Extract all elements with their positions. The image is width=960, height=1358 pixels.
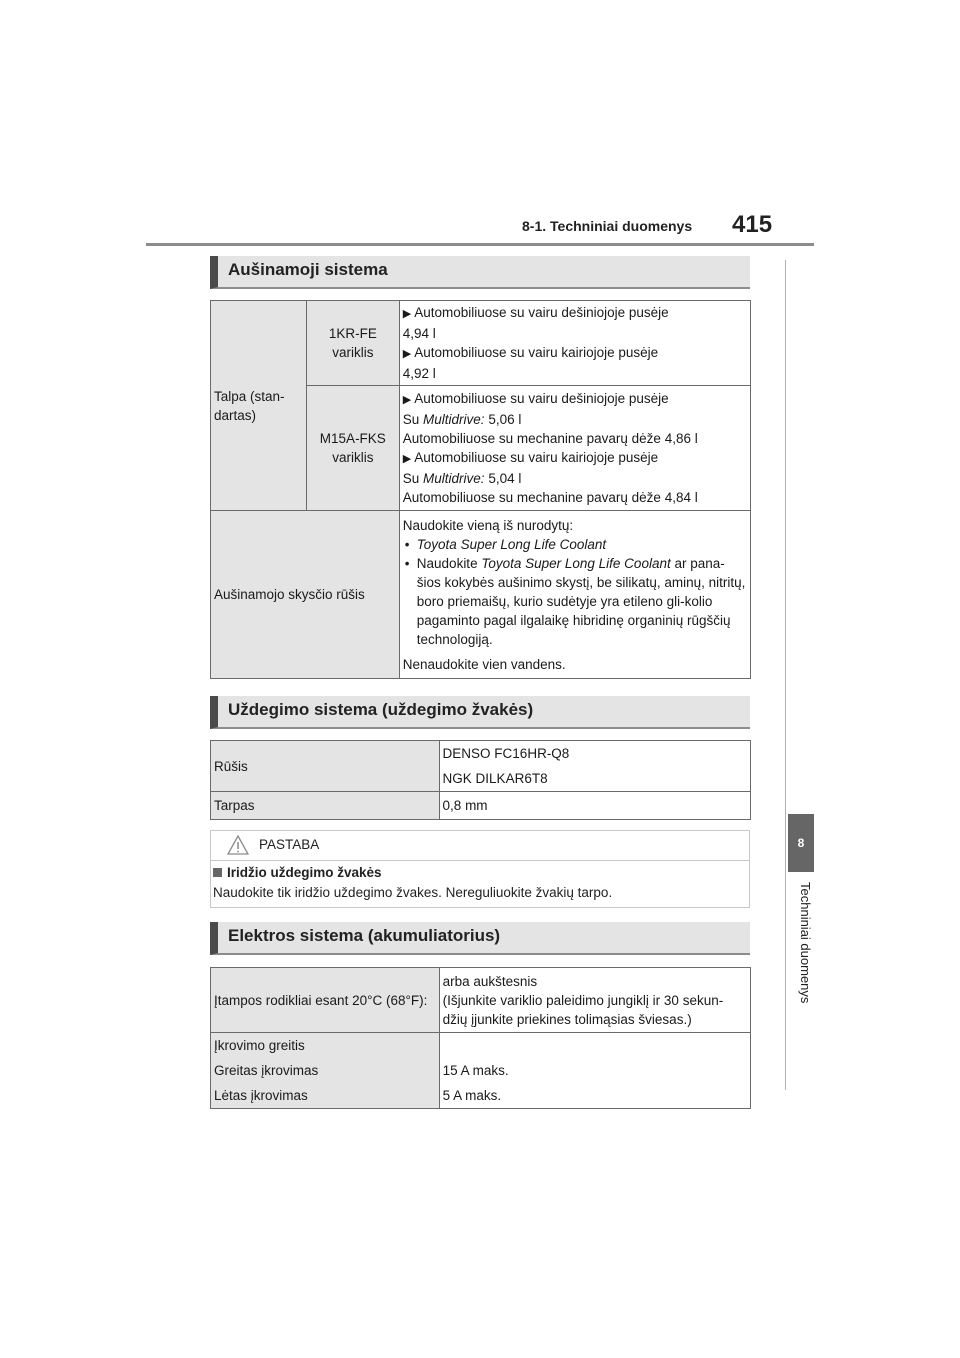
cooling-table xyxy=(210,300,751,679)
charge-rate-value: 15 A maks. 5 A maks. xyxy=(439,1033,750,1109)
warning-triangle-icon xyxy=(227,835,249,855)
triangle-right-icon: ▶ xyxy=(402,308,412,320)
coolant-type-value: Naudokite vieną iš nurodytų: • Toyota Super Long Life Coolant • Naudokite Toyota Super Long Life Coolant ar pana-šios kokybės aušinimo skystį, be silikatų, aminų, nitritų, boro priemaišų, kurio sudėtyje yra etileno gli-kolio pagaminto pagal ilgalaikę hibridinę organinių rūgščių technologiją. Nenaudokite vien vandens. xyxy=(399,511,750,679)
voltage-value: arba aukštesnis (Išjunkite variklio paleidimo jungiklį ir 30 sekun-džių įjunkite priekines tolimąsias šviesas.) xyxy=(439,968,750,1033)
page-number: 415 xyxy=(732,211,773,238)
cooling-section-title: Aušinamoji sistema xyxy=(210,256,750,289)
note-label: PASTABA xyxy=(259,837,320,852)
spark-plug-type-label: Rūšis xyxy=(211,741,440,792)
coolant-type-label: Aušinamojo skysčio rūšis xyxy=(211,511,400,679)
list-item: • Toyota Super Long Life Coolant xyxy=(403,535,747,554)
header-rule xyxy=(146,243,814,246)
ignition-table xyxy=(210,740,751,820)
electrical-table xyxy=(210,967,751,1109)
voltage-label: Įtampos rodikliai esant 20°C (68°F): xyxy=(211,968,440,1033)
electrical-section-title: Elektros sistema (akumuliatorius) xyxy=(210,922,750,955)
chapter-label: Techniniai duomenys xyxy=(798,882,813,1004)
chapter-tab[interactable]: 8 xyxy=(788,814,814,872)
triangle-right-icon: ▶ xyxy=(402,453,412,465)
note-box xyxy=(210,830,750,908)
ignition-section-title: Uždegimo sistema (uždegimo žvakės) xyxy=(210,696,750,729)
triangle-right-icon: ▶ xyxy=(402,348,412,360)
gap-label: Tarpas xyxy=(211,792,440,820)
note-body: Naudokite tik iridžio uždegimo žvakes. Nereguliuokite žvakių tarpo. xyxy=(213,885,613,900)
note-title: Iridžio uždegimo žvakės xyxy=(213,865,382,880)
charge-rate-label: Įkrovimo greitis Greitas įkrovimas Lėtas įkrovimas xyxy=(211,1033,440,1109)
engine-m15a-fks: M15A-FKS variklis xyxy=(306,386,399,511)
square-bullet-icon xyxy=(213,868,222,877)
engine-m15a-capacity: ▶ Automobiliuose su vairu dešiniojoje pusėje Su Multidrive: 5,06 l Automobiliuose su mechanine pavarų dėže 4,86 l ▶ Automobiliuose su vairu kairiojoje pusėje Su Multidrive: 5,04 l Automobiliuose su mechanine pavarų dėže 4,84 l xyxy=(399,386,750,511)
capacity-label: Talpa (stan-dartas) xyxy=(211,301,307,511)
spark-plug-type-value: DENSO FC16HR-Q8 NGK DILKAR6T8 xyxy=(439,741,750,792)
section-title: 8-1. Techniniai duomenys xyxy=(522,218,693,234)
gap-value: 0,8 mm xyxy=(439,792,750,820)
side-divider xyxy=(785,260,786,1090)
engine-1kr-capacity: ▶ Automobiliuose su vairu dešiniojoje pusėje 4,94 l ▶ Automobiliuose su vairu kairiojoje pusėje 4,92 l xyxy=(399,301,750,386)
triangle-right-icon: ▶ xyxy=(402,394,412,406)
engine-1kr-fe: 1KR-FE variklis xyxy=(306,301,399,386)
list-item: • Naudokite Toyota Super Long Life Coolant ar pana-šios kokybės aušinimo skystį, be silikatų, aminų, nitritų, boro priemaišų, kurio sudėtyje yra etileno gli-kolio pagaminto pagal ilgalaikę hibridinę organinių rūgščių technologiją. xyxy=(403,554,747,649)
